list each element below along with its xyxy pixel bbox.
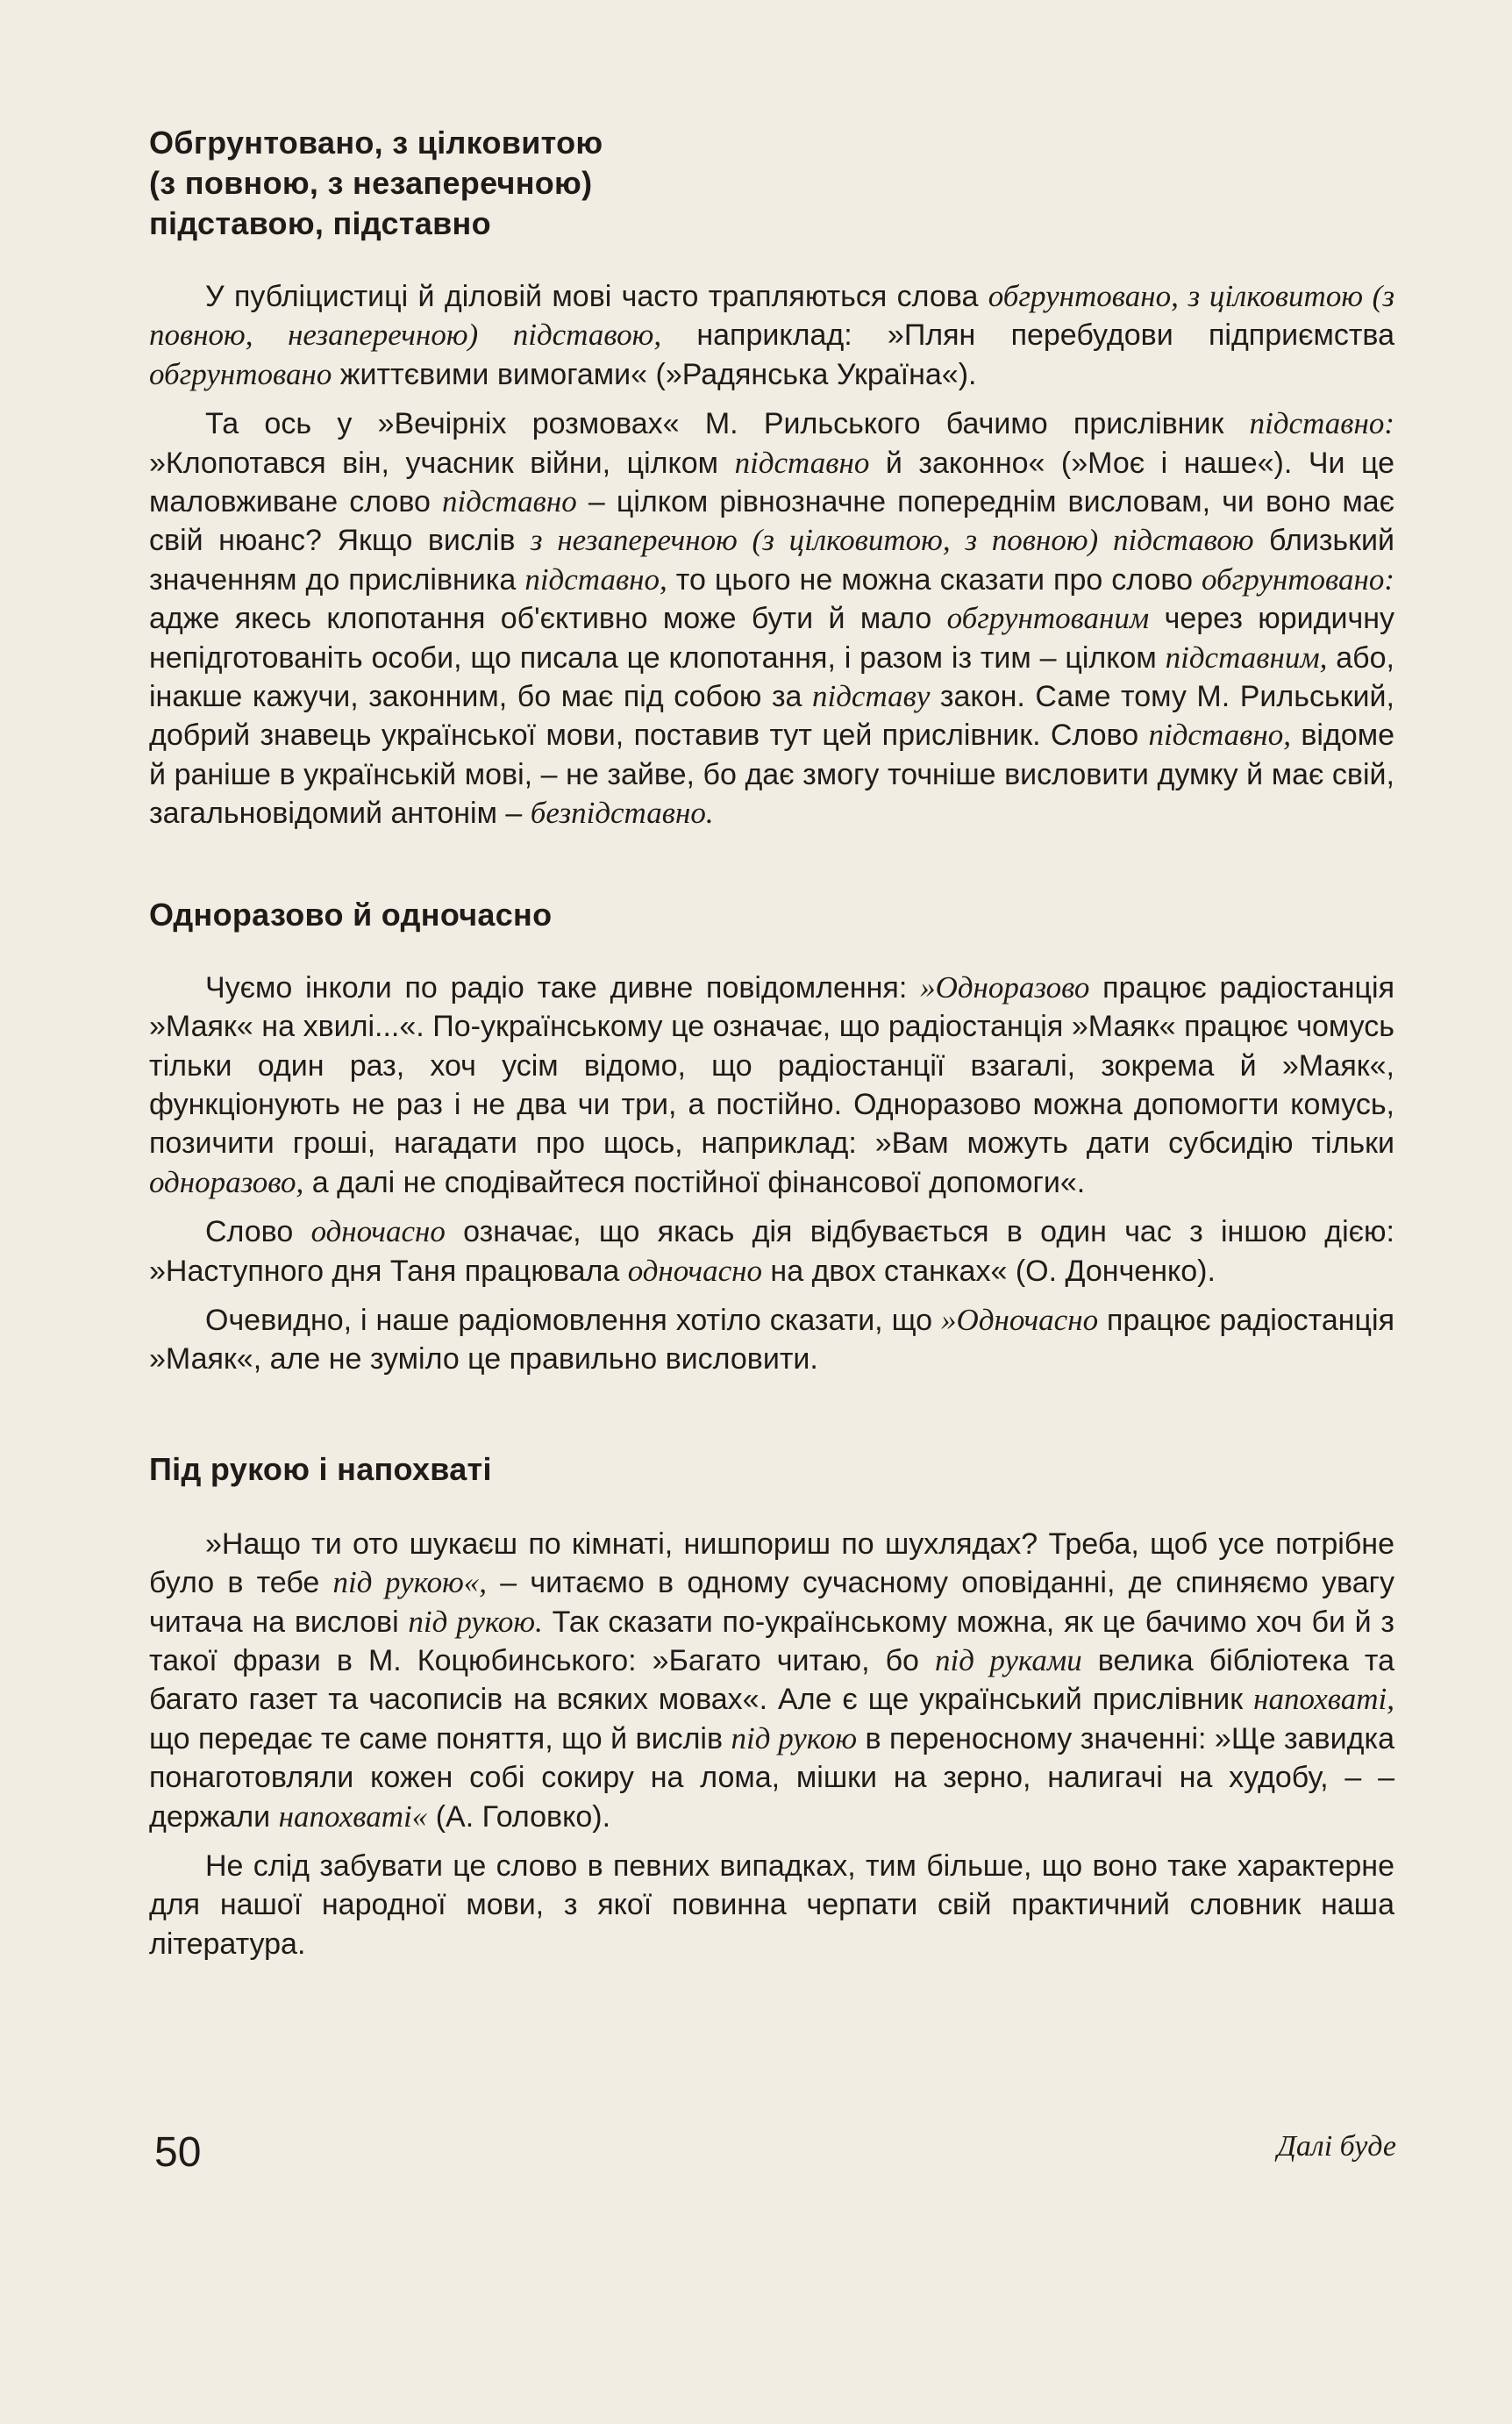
section-heading xyxy=(149,123,1394,244)
section-heading: Одноразово й одночасно xyxy=(149,896,553,933)
section-odnorazovo xyxy=(149,895,1394,1379)
section-obgruntovano xyxy=(149,123,1394,833)
paragraph: У публіцистиці й діловій мові часто трапляються слова обгрунтовано, з цілковитою (з повною, незаперечною) підставою, наприклад: »Плян перебудови підприємства обгрунтовано життєвими вимогами« (»Радянська Україна«). xyxy=(149,279,1395,391)
paragraph: Не слід забувати це слово в певних випадках, тим більше, що воно таке характерне для нашої народної мови, з якої повинна черпати свій практичний словник наша література. xyxy=(149,1849,1394,1961)
heading-line: підставою, підставно xyxy=(149,205,491,241)
paragraph: Чуємо інколи по радіо таке дивне повідомлення: »Одноразово працює радіостанція »Маяк« на хвилі...«. По-українському це означає, що радіостанція »Маяк« працює чомусь тільки один раз, хоч усім відомо, що радіостанції взагалі, зокрема й »Маяк«, функціонують не раз і не два чи три, а постійно. Одноразово можна допомогти комусь, позичити гроші, нагадати про щось, наприклад: »Вам можуть дати субсидію тільки одноразово, а далі не сподівайтеся постійної фінансової допомоги«. xyxy=(149,969,1394,1199)
heading-line: (з повною, з незаперечною) xyxy=(149,165,593,201)
paragraph: »Нащо ти ото шукаєш по кімнаті, нишпориш по шухлядах? Треба, щоб усе потрібне було в тебе під рукою«, – читаємо в одному сучасному оповіданні, де спиняємо увагу читача на вислові під рукою. Так сказати по-українському можна, як це бачимо хоч би й з такої фрази в М. Коцюбинського: »Багато читаю, бо під руками велика бібліотека та багато газет та часописів на всяких мовах«. Але є ще український прислівник напохваті, що передає те саме поняття, що й вислів під рукою в переносному значенні: »Ще завидка понаготовляли кожен собі сокиру на лома, мішки на зерно, налигачі на худобу, – – держали напохваті« (А. Головко). xyxy=(149,1527,1395,1834)
page-number: 50 xyxy=(154,2129,202,2176)
page-content xyxy=(149,123,1394,1963)
continued-note: Далі буде xyxy=(1277,2130,1396,2163)
section-pid-rukoyu xyxy=(149,1449,1394,1963)
heading-line: Обгрунтовано, з цілковитою xyxy=(149,125,603,161)
paragraph: Та ось у »Вечірніх розмовах« М. Рильського бачимо прислівник підставно: »Клопотався він, учасник війни, цілком підставно й законно« (»Моє і наше«). Чи це маловживане слово підставно – цілком рівнозначне попереднім висловам, чи воно має свій нюанс? Якщо вислів з незаперечною (з цілковитою, з повною) підставою близький значенням до прислівника підставно, то цього не можна сказати про слово обгрунтовано: адже якесь клопотання об'єктивно може бути й мало обгрунтованим через юридичну непідготованіть особи, що писала це клопотання, і разом із тим – цілком підставним, або, інакше кажучи, законним, бо має під собою за підставу закон. Саме тому М. Рильський, добрий знавець української мови, поставив тут цей прислівник. Слово підставно, відоме й раніше в українській мові, – не зайве, бо дає змогу точніше висловити думку й має свій, загальновідомий антонім – безпідставно. xyxy=(149,406,1395,831)
paragraph: Слово одночасно означає, що якась дія відбувається в один час з іншою дією: »Наступного дня Таня працювала одночасно на двох станках« (О. Донченко). xyxy=(149,1214,1394,1288)
section-heading: Під рукою і напохваті xyxy=(149,1450,492,1487)
paragraph: Очевидно, і наше радіомовлення хотіло сказати, що »Одночасно працює радіостанція »Маяк«, але не зуміло це правильно висловити. xyxy=(149,1302,1394,1376)
